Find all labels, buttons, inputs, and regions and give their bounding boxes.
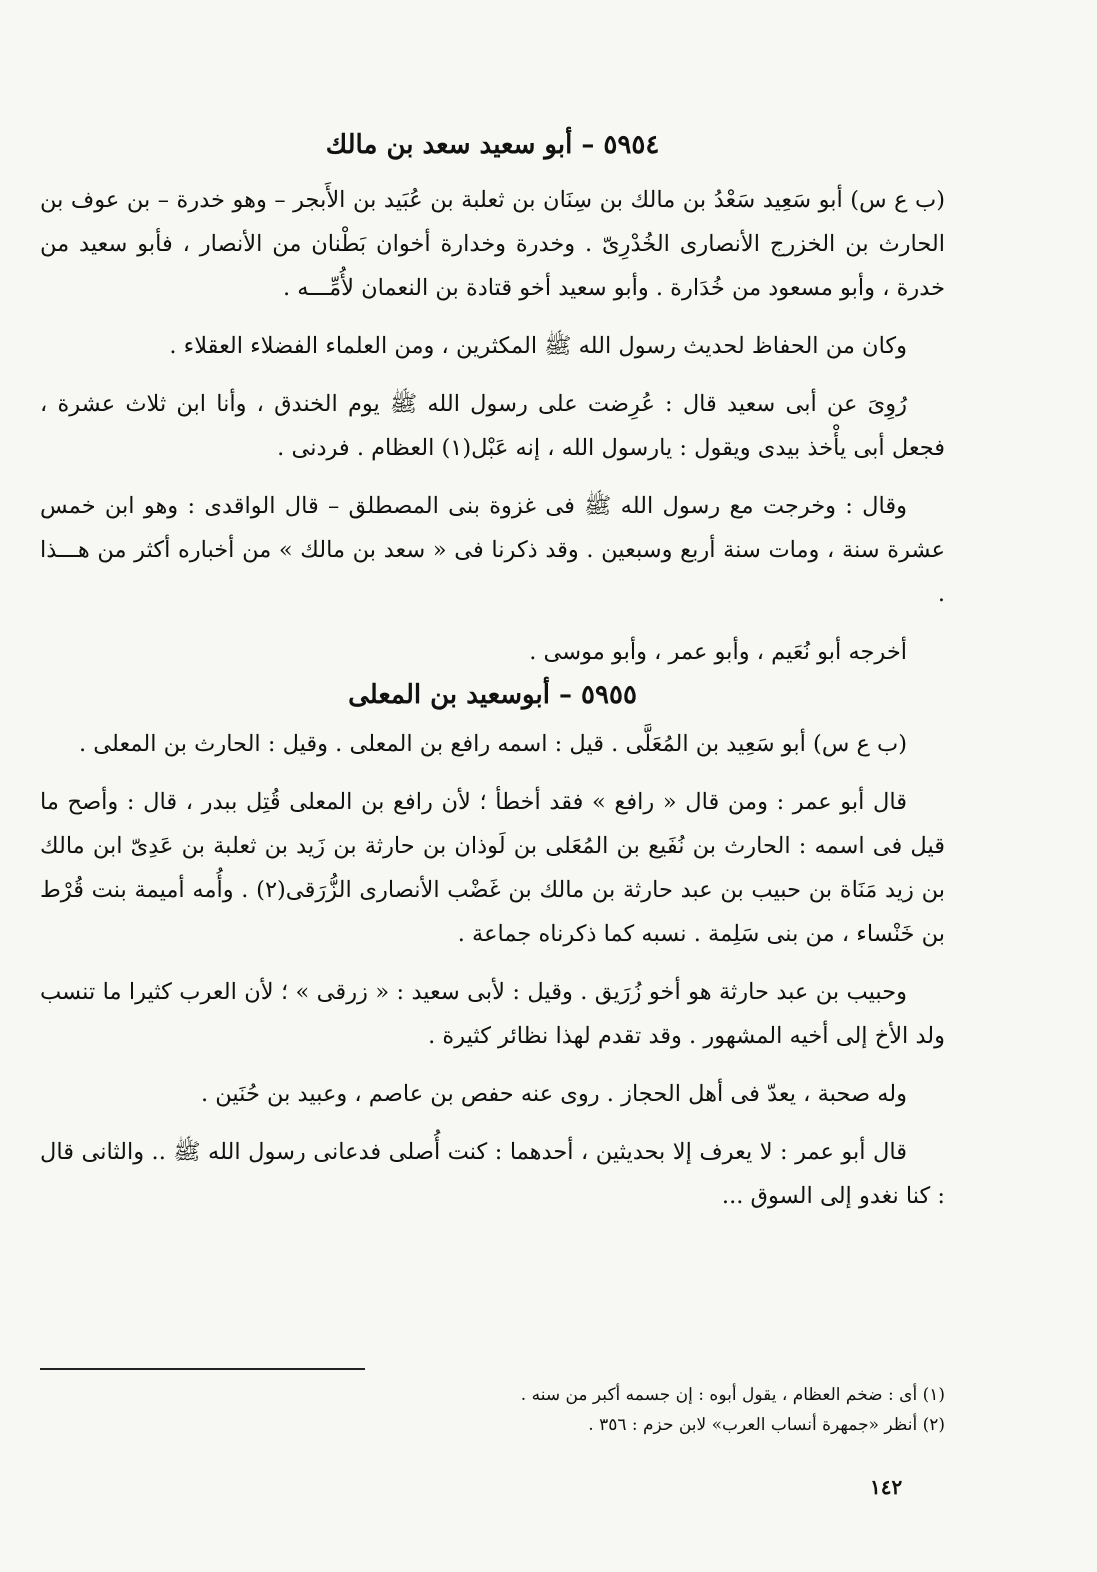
page-body xyxy=(40,110,945,1232)
footnote: (١) أى : ضخم العظام ، يقول أبوه : إن جسمه أكبر من سنه . xyxy=(520,1385,945,1405)
entry-heading: ٥٩٥٤ – أبو سعيد سعد بن مالك xyxy=(325,130,660,160)
footnote: (٢) أنظر «جمهرة أنساب العرب» لابن حزم : ٣٥٦ . xyxy=(588,1415,945,1435)
entry-paragraph: وحبيب بن عبد حارثة هو أخو زُرَيق . وقيل : لأبى سعيد : « زرقى » ؛ لأن العرب كثيرا ما تنسب ولد الأخ إلى أخيه المشهور . وقد تقدم لهذا نظائر كثيرة . xyxy=(40,979,945,1049)
entry-paragraph: رُوِىَ عن أبى سعيد قال : عُرِضت على رسول الله ﷺ يوم الخندق ، وأنا ابن ثلاث عشرة ، فجعل أبى يأْخذ بيدى ويقول : يارسول الله ، إنه عَبْل(١) العظام . فردنى . xyxy=(40,391,945,461)
entry-paragraph: وله صحبة ، يعدّ فى أهل الحجاز . روى عنه حفص بن عاصم ، وعبيد بن حُنَين . xyxy=(200,1081,907,1107)
entry-paragraph: (ب ع س) أبو سَعِيد بن المُعَلَّى . قيل : اسمه رافع بن المعلى . وقيل : الحارث بن المعلى . xyxy=(78,731,907,757)
entry-paragraph: قال أبو عمر : لا يعرف إلا بحديثين ، أحدهما : كنت أُصلى فدعانى رسول الله ﷺ .. والثانى قال : كنا نغدو إلى السوق ... xyxy=(40,1139,945,1209)
entry-heading: ٥٩٥٥ – أبوسعيد بن المعلى xyxy=(348,680,637,710)
entry-paragraph: أخرجه أبو نُعَيم ، وأبو عمر ، وأبو موسى . xyxy=(529,639,907,665)
footnote-divider xyxy=(40,1368,365,1370)
footnotes xyxy=(40,1380,945,1440)
page-number: ١٤٢ xyxy=(870,1475,903,1499)
entry-paragraph: (ب ع س) أبو سَعِيد سَعْدُ بن مالك بن سِنَان بن ثعلبة بن عُبَيد بن الأَبجر – وهو خدرة – بن عوف بن الحارث بن الخزرج الأنصارى الخُدْرِىّ . وخدرة وخدارة أخوان بَطْنان من الأنصار ، فأبو سعيد من خدرة ، وأبو مسعود من خُدَارة . وأبو سعيد أخو قتادة بن النعمان لأُمِّـــه . xyxy=(40,187,945,301)
entry-paragraph: قال أبو عمر : ومن قال « رافع » فقد أخطأ ؛ لأن رافع بن المعلى قُتِل ببدر ، قال : وأصح ما قيل فى اسمه : الحارث بن نُفَيع بن المُعَلى بن لَوذان بن حارثة بن زَيد بن ثعلبة بن عَدِىّ ابن مالك بن زيد مَنَاة بن حبيب بن عبد حارثة بن مالك بن غَضْب الأنصارى الزُّرَقى(٢) . وأُمه أميمة بنت قُرْط بن خَنْساء ، من بنى سَلِمة . نسبه كما ذكرناه جماعة . xyxy=(40,789,945,947)
entry-paragraph: وقال : وخرجت مع رسول الله ﷺ فى غزوة بنى المصطلق – قال الواقدى : وهو ابن خمس عشرة سنة ، ومات سنة أربع وسبعين . وقد ذكرنا فى « سعد بن مالك » من أخباره أكثر من هـــذا . xyxy=(40,493,945,607)
entry-paragraph: وكان من الحفاظ لحديث رسول الله ﷺ المكثرين ، ومن العلماء الفضلاء العقلاء . xyxy=(169,333,907,359)
